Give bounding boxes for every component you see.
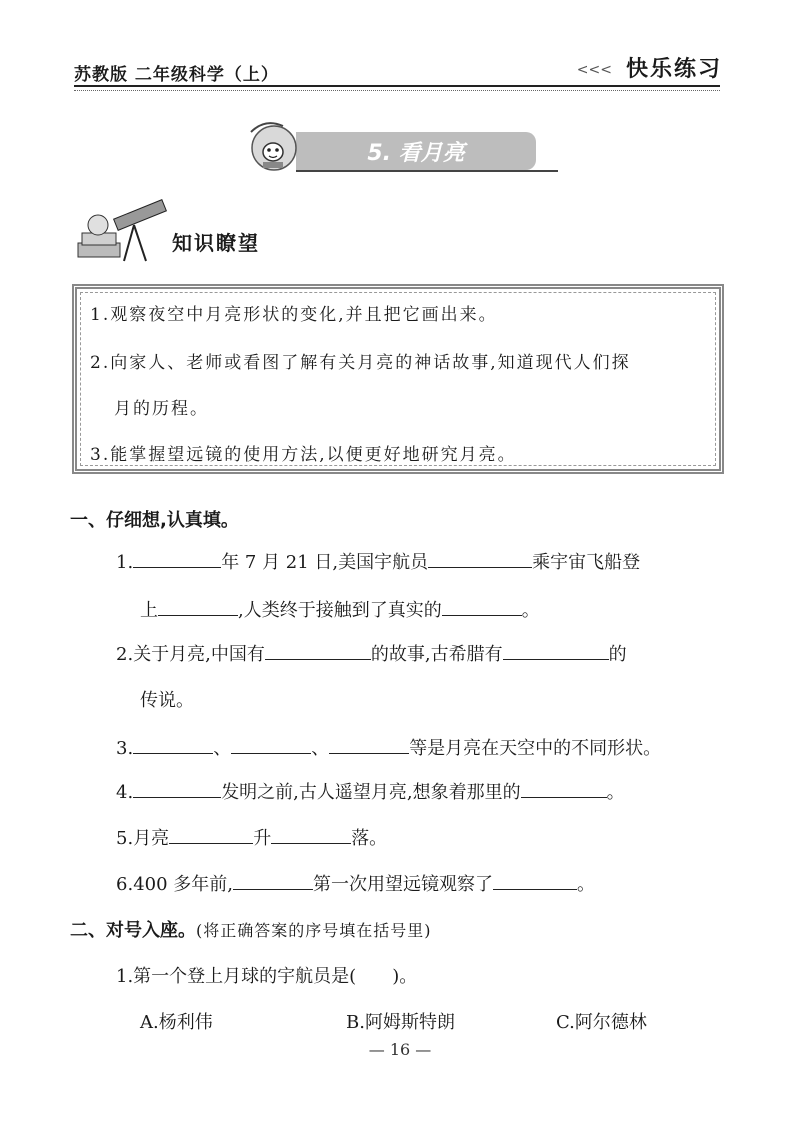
choice-question-1: 1.第一个登上月球的宇航员是( )。 — [116, 966, 418, 987]
question-text: 乘宇宙飞船登 — [532, 552, 641, 573]
separator: 、 — [213, 738, 232, 759]
question-1 — [116, 548, 640, 574]
section-heading: 一、仔细想,认真填。 — [70, 510, 239, 531]
question-text: 落。 — [351, 828, 388, 849]
question-3 — [116, 734, 661, 760]
question-number: 6. — [116, 874, 134, 895]
section-heading-text: 二、对号入座。 — [70, 920, 196, 941]
question-number: 2. — [116, 644, 134, 665]
answer-blank[interactable] — [133, 549, 221, 568]
knowledge-item: 1.观察夜空中月亮形状的变化,并且把它画出来。 — [90, 305, 498, 325]
question-text: 上 — [140, 600, 158, 621]
answer-blank[interactable] — [133, 779, 221, 798]
question-text: 。 — [521, 600, 540, 621]
question-text: 的 — [608, 644, 627, 665]
question-4 — [116, 778, 625, 804]
question-text: 传说。 — [140, 690, 194, 711]
question-number: 5. — [116, 828, 134, 849]
question-5 — [116, 824, 387, 850]
question-text: 。 — [606, 782, 625, 803]
separator: 、 — [311, 738, 330, 759]
answer-blank[interactable] — [442, 597, 522, 616]
answer-blank[interactable] — [271, 825, 351, 844]
choice-option-a[interactable]: A.杨利伟 — [140, 1012, 213, 1033]
choice-option-c[interactable]: C.阿尔德林 — [556, 1012, 647, 1033]
question-number: 3. — [116, 738, 134, 759]
answer-blank[interactable] — [231, 735, 311, 754]
answer-blank[interactable] — [428, 549, 532, 568]
question-2 — [116, 640, 627, 666]
question-text: 。 — [577, 874, 595, 895]
header-series-title: 快乐练习 — [625, 57, 722, 82]
knowledge-section-title: 知识瞭望 — [172, 231, 260, 255]
answer-blank[interactable] — [265, 641, 371, 660]
question-text: 的故事,古希腊有 — [370, 644, 503, 665]
answer-blank[interactable] — [503, 641, 609, 660]
question-text: 升 — [253, 828, 272, 849]
answer-blank[interactable] — [133, 735, 213, 754]
question-number: 4. — [116, 782, 134, 803]
section-instruction: (将正确答案的序号填在括号里) — [196, 921, 432, 940]
answer-blank[interactable] — [329, 735, 409, 754]
book-series-label: 苏教版 二年级科学（上） — [74, 65, 279, 85]
question-1-cont — [140, 596, 540, 622]
header-dotted-rule — [74, 90, 720, 91]
telescope-icon — [74, 195, 172, 265]
section-heading — [70, 916, 432, 942]
question-text: ,人类终于接触到了真实的 — [238, 600, 442, 621]
page-number: — 16 — — [368, 1040, 432, 1059]
lesson-title-underline — [296, 170, 558, 172]
question-text: 月亮 — [133, 828, 170, 849]
question-2-cont — [140, 686, 194, 712]
question-text: 400 多年前, — [133, 874, 233, 895]
knowledge-item: 2.向家人、老师或看图了解有关月亮的神话故事,知道现代人们探 — [90, 353, 631, 373]
answer-blank[interactable] — [158, 597, 238, 616]
question-text: 关于月亮,中国有 — [133, 644, 265, 665]
answer-blank[interactable] — [521, 779, 607, 798]
knowledge-item: 3.能掌握望远镜的使用方法,以便更好地研究月亮。 — [90, 445, 517, 465]
question-6 — [116, 870, 595, 896]
question-text: 年 7 月 21 日,美国宇航员 — [221, 552, 429, 573]
header-arrows: <<< — [576, 62, 612, 78]
question-number: 1. — [116, 552, 134, 573]
question-text: 发明之前,古人遥望月亮,想象着那里的 — [221, 782, 521, 803]
answer-blank[interactable] — [169, 825, 253, 844]
answer-blank[interactable] — [233, 871, 313, 890]
knowledge-item: 月的历程。 — [114, 399, 209, 419]
question-text: 等是月亮在天空中的不同形状。 — [409, 738, 662, 759]
question-text: 第一次用望远镜观察了 — [313, 874, 493, 895]
choice-option-b[interactable]: B.阿姆斯特朗 — [346, 1012, 455, 1033]
answer-blank[interactable] — [493, 871, 577, 890]
lesson-title: 5. 看月亮 — [367, 141, 465, 166]
header-rule — [74, 85, 720, 87]
